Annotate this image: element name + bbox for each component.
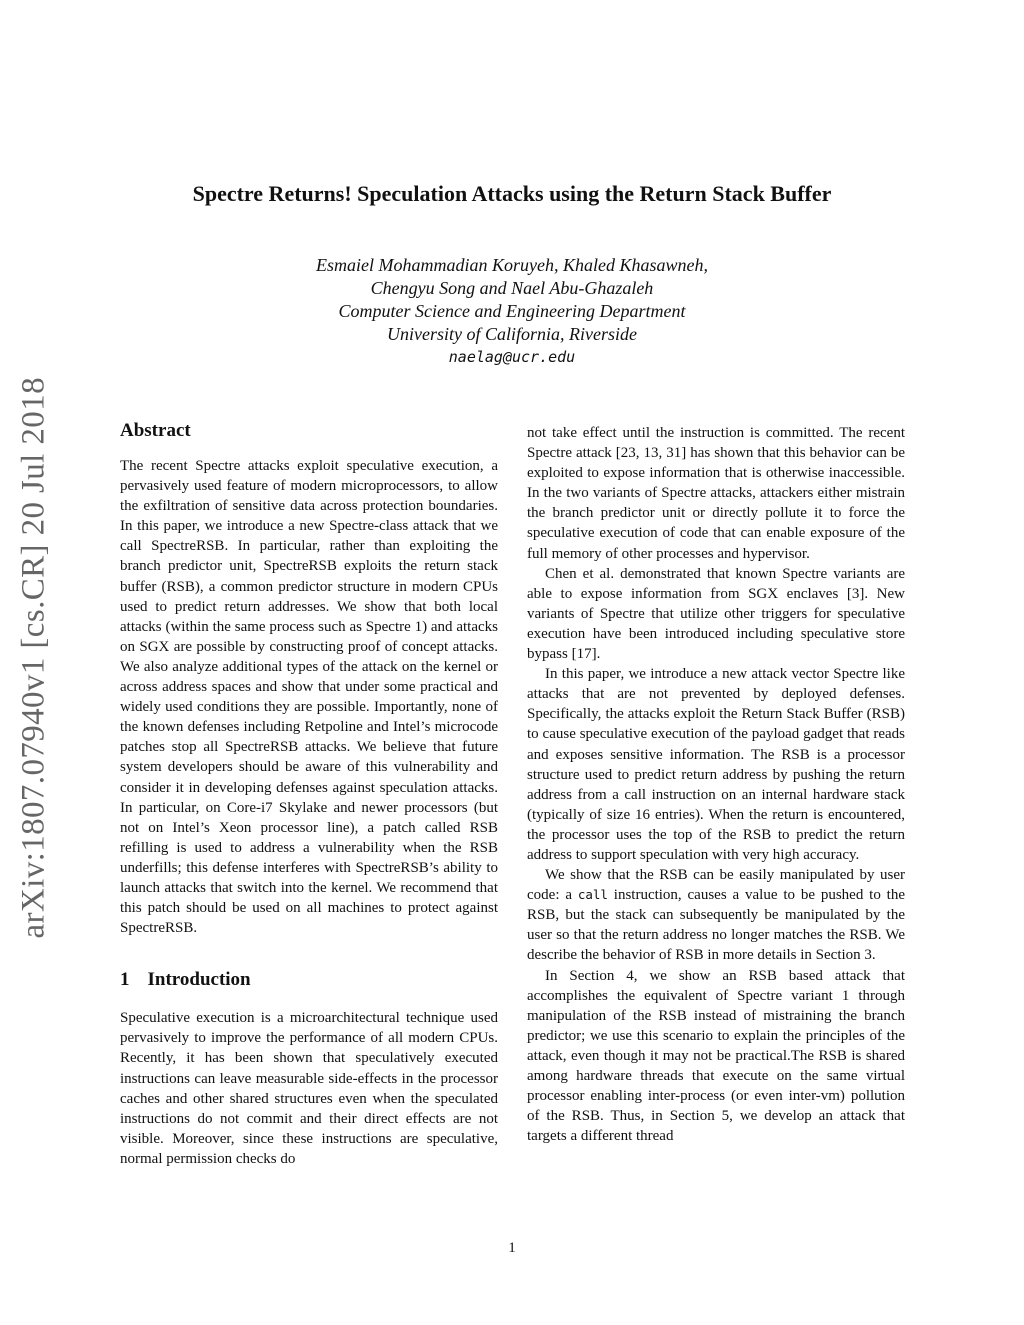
right-paragraph-4 [527, 865, 905, 965]
department: Computer Science and Engineering Department [338, 301, 686, 321]
abstract-heading: Abstract [120, 420, 191, 441]
p4-text-before: We show that the RSB can be easily manipulated by user code: a [527, 867, 905, 904]
right-paragraph-5: In Section 4, we show an RSB based attack that accomplishes the equivalent of Spectre variant 1 through manipulation of the RSB instead of mistraining the branch predictor; we use this scenario to explain the principles of the attack, even though it may not be practical.The RSB is shared among hardware threads that execute on the same virtual processor enabling inter-process (or even inter-vm) pollution of the RSB. Thus, in Section 5, we develop an attack that targets a different thread [527, 967, 905, 1145]
left-column [120, 420, 498, 1169]
contact-email: naelag@ucr.edu [448, 348, 576, 366]
section-heading [120, 969, 498, 991]
university: University of California, Riverside [387, 324, 637, 344]
paper-title: Spectre Returns! Speculation Attacks using the Return Stack Buffer [192, 181, 832, 206]
right-paragraph-2: Chen et al. demonstrated that known Spectre variants are able to expose information from SGX enclaves [3]. New variants of Spectre that utilize other triggers for speculative execution have been introduced including speculative store bypass [17]. [527, 565, 905, 663]
abstract-body [120, 456, 498, 938]
section-title: Introduction [147, 969, 251, 991]
right-column [527, 423, 905, 1146]
intro-body [120, 1008, 498, 1169]
p4-text-after: instruction, causes a value to be pushed to the RSB, but the stack can subsequently be manipulated by the user so that the return address no longer matches the RSB. We describe the behavior of RSB in more details in Section 3. [527, 887, 906, 964]
authors-line-1: Esmaiel Mohammadian Koruyeh, Khaled Khasawneh, [316, 255, 708, 275]
authors-line-2: Chengyu Song and Nael Abu-Ghazaleh [370, 278, 654, 298]
intro-paragraph: Speculative execution is a microarchitectural technique used pervasively to improve the performance of all modern CPUs. Recently, it has been shown that speculatively executed instructions can leave measurable side-effects in the processor caches and other shared structures even when the speculated instructions do not commit and their direct effects are not visible. Moreover, since these instructions are speculative, normal permission checks do [120, 1010, 498, 1167]
section-number: 1 [120, 969, 130, 991]
arxiv-identifier: arXiv:1807.07940v1 [cs.CR] 20 Jul 2018 [15, 376, 52, 939]
abstract-text: The recent Spectre attacks exploit speculative execution, a pervasively used feature of modern microprocessors, to allow the exfiltration of sensitive data across protection boundaries. In this paper, we introduce a new Spectre-class attack that we call SpectreRSB. In particular, rather than exploiting the branch predictor unit, SpectreRSB exploits the return stack buffer (RSB), a common predictor structure in modern CPUs used to predict return addresses. We show that both local attacks (within the same process such as Spectre 1) and attacks on SGX are possible by constructing proof of concept attacks. We also analyze additional types of the attack on the kernel or across address spaces and show that under some practical and widely used conditions they are possible. Importantly, none of the known defenses including Retpoline and Intel’s microcode patches stop all SpectreRSB attacks. We believe that future system developers should be aware of this vulnerability and consider it in developing defenses against speculation attacks. In particular, on Core-i7 Skylake and newer processors (but not on Intel’s Xeon processor line), a patch called RSB refilling is used to address a vulnerability when the RSB underfills; this defense interferes with SpectreRSB’s ability to launch attacks that switch into the kernel. We recommend that this patch should be used on all machines to protect against SpectreRSB. [120, 458, 498, 937]
right-paragraph-1: not take effect until the instruction is committed. The recent Spectre attack [23, 13, 31] has shown that this behavior can be exploited to expose information that is otherwise inaccessible. In the two variants of Spectre attacks, attackers either mistrain the branch predictor unit or directly pollute it to force the speculative execution of code that can enable exposure of the full memory of other processes and hypervisor. [527, 425, 905, 562]
call-instruction-code: call [577, 887, 608, 903]
right-paragraph-3: In this paper, we introduce a new attack vector Spectre like attacks that are not prevented by deployed defenses. Specifically, the attacks exploit the Return Stack Buffer (RSB) to cause speculative execution of the payload gadget that reads and exposes sensitive information. The RSB is a processor structure used to predict return address by pushing the return address from a call instruction on an internal hardware stack (typically of size 16 entries). When the return is encountered, the processor uses the top of the RSB to predict the return address to support speculation with very high accuracy. [527, 666, 905, 863]
page-number: 1 [508, 1240, 516, 1256]
